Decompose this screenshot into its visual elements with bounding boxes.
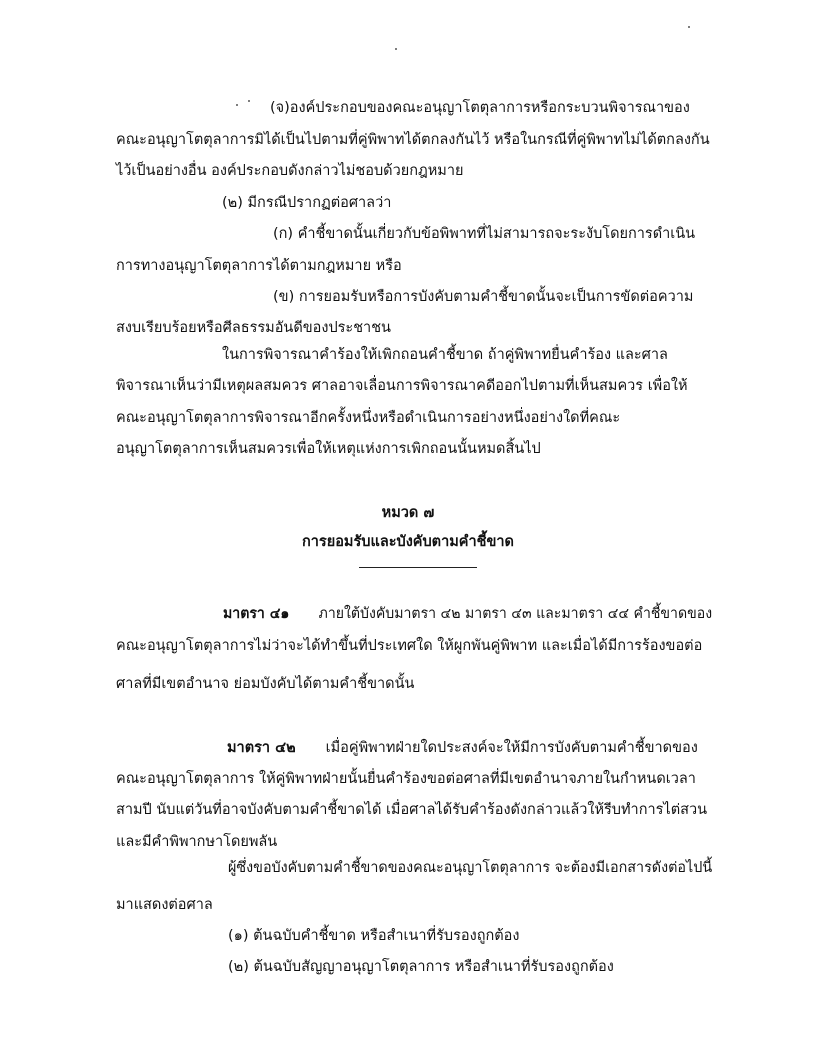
text-line: และมีคำพิพากษาโดยพลัน	[116, 834, 278, 850]
list-item: (๑) ต้นฉบับคำชี้ขาด หรือสำเนาที่รับรองถูกต้อง	[228, 928, 520, 944]
section-42-label: มาตรา ๔๒	[227, 740, 296, 756]
section-42-text: เมื่อคู่พิพาทฝ่ายใดประสงค์จะให้มีการบังคับตามคำชี้ขาดของ	[325, 740, 698, 756]
text-line: มาแสดงต่อศาล	[116, 897, 213, 913]
scan-speck	[248, 100, 250, 102]
scan-speck	[236, 104, 238, 106]
chapter-title: การยอมรับและบังคับตามคำชี้ขาด	[302, 534, 514, 550]
chapter-divider	[359, 567, 477, 568]
text-line: ไว้เป็นอย่างอื่น องค์ประกอบดังกล่าวไม่ชอบด้วยกฎหมาย	[116, 163, 464, 179]
section-41-first-line	[223, 604, 712, 624]
text-line: คณะอนุญาโตตุลาการมิได้เป็นไปตามที่คู่พิพาทได้ตกลงกันไว้ หรือในกรณีที่คู่พิพาทไม่ได้ตกลงกัน	[116, 132, 710, 148]
section-41-label: มาตรา ๔๑	[223, 606, 290, 622]
text-line: (ข) การยอมรับหรือการบังคับตามคำชี้ขาดนั้นจะเป็นการขัดต่อความ	[273, 289, 694, 305]
list-item: (๒) ต้นฉบับสัญญาอนุญาโตตุลาการ หรือสำเนาที่รับรองถูกต้อง	[228, 959, 614, 975]
chapter-number: หมวด ๗	[381, 505, 435, 521]
text-line: คณะอนุญาโตตุลาการพิจารณาอีกครั้งหนึ่งหรือดำเนินการอย่างหนึ่งอย่างใดที่คณะ	[116, 410, 621, 426]
scan-speck	[688, 26, 690, 28]
text-line: สามปี นับแต่วันที่อาจบังคับตามคำชี้ขาดได้ เมื่อศาลได้รับคำร้องดังกล่าวแล้วให้รีบทำการไต่สวน	[116, 802, 708, 818]
text-line: สงบเรียบร้อยหรือศีลธรรมอันดีของประชาชน	[116, 320, 391, 336]
text-line: พิจารณาเห็นว่ามีเหตุผลสมควร ศาลอาจเลื่อนการพิจารณาคดีออกไปตามที่เห็นสมควร เพื่อให้	[116, 378, 688, 394]
text-line: (จ)องค์ประกอบของคณะอนุญาโตตุลาการหรือกระบวนพิจารณาของ	[270, 100, 690, 116]
text-line: (๒) มีกรณีปรากฏต่อศาลว่า	[222, 195, 392, 211]
text-line: คณะอนุญาโตตุลาการ ให้คู่พิพาทฝ่ายนั้นยื่นคำร้องขอต่อศาลที่มีเขตอำนาจภายในกำหนดเวลา	[116, 771, 696, 787]
text-line: (ก) คำชี้ขาดนั้นเกี่ยวกับข้อพิพาทที่ไม่สามารถจะระงับโดยการดำเนิน	[273, 226, 696, 242]
text-line: อนุญาโตตุลาการเห็นสมควรเพื่อให้เหตุแห่งการเพิกถอนนั้นหมดสิ้นไป	[116, 441, 541, 457]
section-42-first-line	[227, 738, 698, 758]
section-41-text: ภายใต้บังคับมาตรา ๔๒ มาตรา ๔๓ และมาตรา ๔๔ คำชี้ขาดของ	[318, 606, 713, 622]
scan-speck	[395, 48, 397, 50]
text-line: คณะอนุญาโตตุลาการไม่ว่าจะได้ทำขึ้นที่ประเทศใด ให้ผูกพันคู่พิพาท และเมื่อได้มีการร้องขอต่อ	[116, 638, 703, 654]
text-line: การทางอนุญาโตตุลาการได้ตามกฎหมาย หรือ	[116, 258, 402, 274]
text-line: ผู้ซึ่งขอบังคับตามคำชี้ขาดของคณะอนุญาโตตุลาการ จะต้องมีเอกสารดังต่อไปนี้	[228, 860, 713, 876]
text-line: ในการพิจารณาคำร้องให้เพิกถอนคำชี้ขาด ถ้าคู่พิพาทยื่นคำร้อง และศาล	[222, 347, 668, 363]
text-line: ศาลที่มีเขตอำนาจ ย่อมบังคับได้ตามคำชี้ขาดนั้น	[116, 676, 415, 692]
